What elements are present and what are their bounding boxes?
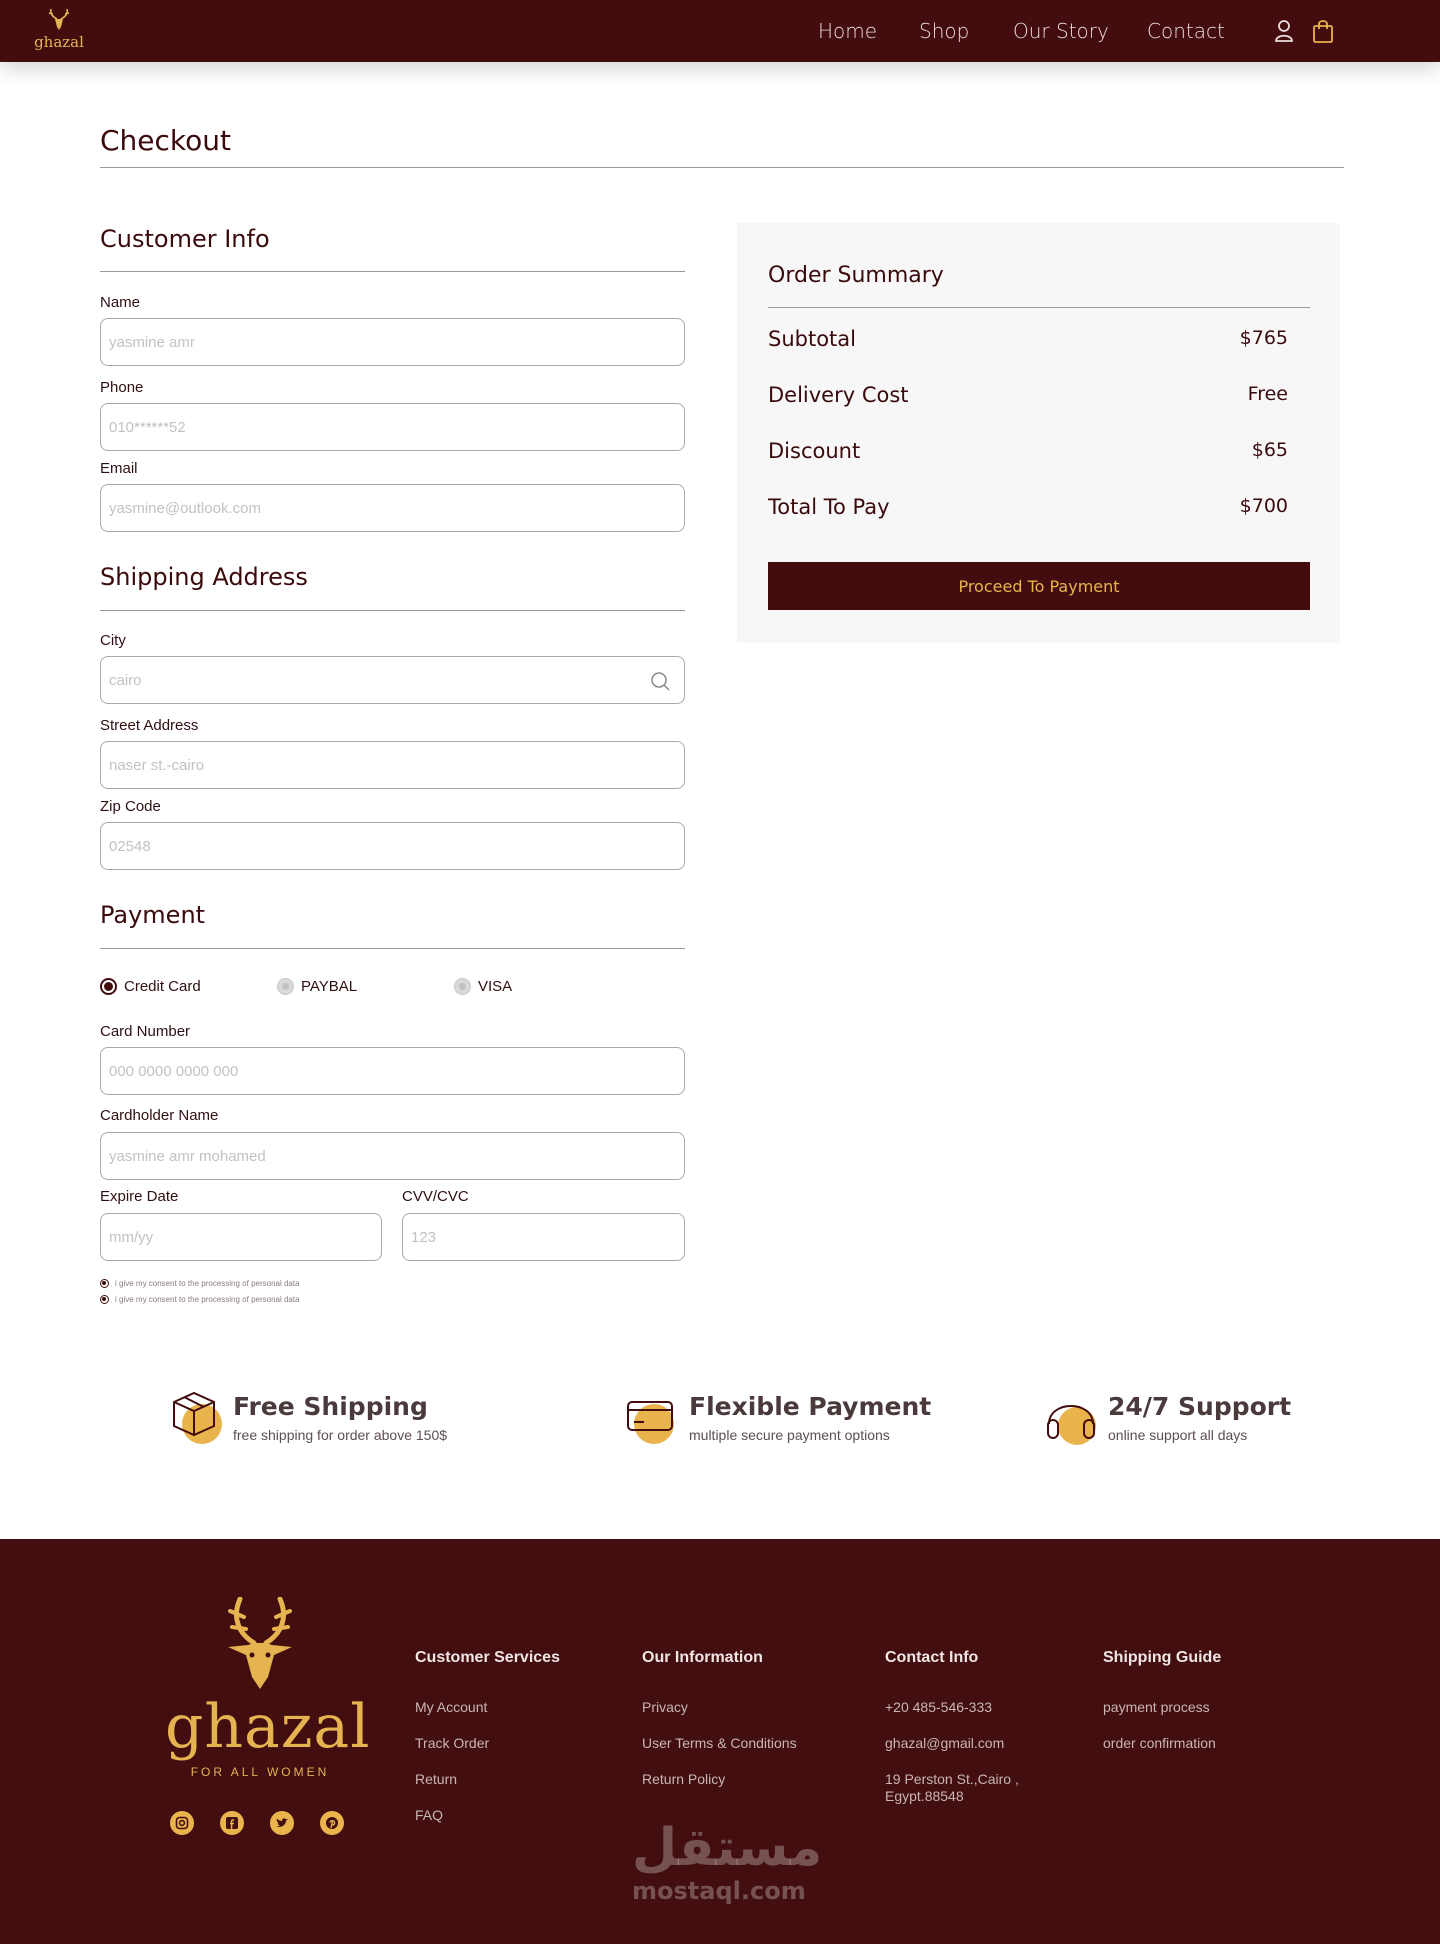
summary-row-total — [768, 495, 1288, 525]
radio-unselected-icon[interactable] — [277, 978, 294, 995]
contact-email[interactable]: ghazal@gmail.com — [885, 1735, 1005, 1751]
payment-option-paybal[interactable] — [277, 975, 357, 997]
footer-brand-name: ghazal — [165, 1692, 371, 1762]
cvv-field[interactable] — [402, 1213, 685, 1261]
consent-checkbox[interactable] — [100, 1277, 300, 1289]
footer-brand-tagline: FOR ALL WOMEN — [190, 1765, 330, 1779]
expire-input[interactable] — [101, 1214, 381, 1260]
gazelle-icon — [210, 1597, 310, 1697]
customer-info-title: Customer Info — [100, 225, 270, 253]
watermark-arabic: مستقل — [632, 1818, 823, 1878]
facebook-icon[interactable] — [220, 1811, 244, 1835]
consent-radio-icon[interactable] — [100, 1279, 109, 1288]
phone-label: Phone — [100, 379, 144, 396]
card-number-field[interactable] — [100, 1047, 685, 1095]
consent-text: i give my consent to the processing of personal data — [115, 1294, 300, 1304]
contact-address-line2: Egypt.88548 — [885, 1788, 964, 1804]
order-summary-title: Order Summary — [768, 263, 944, 288]
headphones-icon — [1045, 1388, 1101, 1448]
brand-name: ghazal — [34, 33, 84, 51]
summary-label: Discount — [768, 439, 861, 463]
payment-option-credit-card[interactable] — [100, 975, 201, 997]
radio-selected-icon[interactable] — [100, 978, 117, 995]
footer-link[interactable]: Return Policy — [642, 1771, 726, 1787]
nav-shop[interactable]: Shop — [919, 19, 970, 43]
payment-option-label: PAYBAL — [301, 977, 358, 995]
footer-col-contact-info-title: Contact Info — [885, 1649, 979, 1666]
footer-col-customer-services-title: Customer Services — [415, 1649, 560, 1666]
watermark-latin: mostaql.com — [632, 1877, 806, 1905]
city-label: City — [100, 632, 126, 649]
top-navbar — [0, 0, 1440, 62]
nav-our-story[interactable]: Our Story — [1013, 19, 1109, 43]
feature-title: 24/7 Support — [1108, 1392, 1292, 1421]
email-field[interactable] — [100, 484, 685, 532]
summary-value: Free — [1247, 383, 1288, 405]
name-field[interactable] — [100, 318, 685, 366]
summary-label: Subtotal — [768, 327, 856, 351]
feature-subtitle: multiple secure payment options — [689, 1427, 890, 1443]
footer-link[interactable]: Return — [415, 1771, 458, 1787]
section-divider — [100, 610, 685, 611]
cardholder-field[interactable] — [100, 1132, 685, 1180]
footer-link[interactable]: Track Order — [415, 1735, 490, 1751]
zip-label: Zip Code — [100, 798, 161, 815]
section-divider — [100, 948, 685, 949]
email-label: Email — [100, 460, 138, 477]
pinterest-icon[interactable] — [320, 1811, 344, 1835]
footer-link[interactable]: payment process — [1103, 1699, 1210, 1715]
payment-option-label: VISA — [478, 977, 513, 995]
footer-link[interactable]: User Terms & Conditions — [642, 1735, 797, 1751]
cardholder-label: Cardholder Name — [100, 1107, 219, 1124]
summary-row-discount — [768, 439, 1288, 469]
city-field[interactable] — [100, 656, 685, 704]
payment-option-label: Credit Card — [124, 977, 201, 995]
zip-field[interactable] — [100, 822, 685, 870]
summary-row-delivery — [768, 383, 1288, 413]
footer-link[interactable]: FAQ — [415, 1807, 444, 1823]
card-number-label: Card Number — [100, 1023, 191, 1040]
footer-col-shipping-guide-title: Shipping Guide — [1103, 1649, 1222, 1666]
instagram-icon[interactable] — [170, 1811, 194, 1835]
search-icon[interactable] — [650, 671, 670, 691]
cardholder-input[interactable] — [101, 1133, 684, 1179]
email-input[interactable] — [101, 485, 684, 531]
phone-field[interactable] — [100, 403, 685, 451]
nav-home[interactable]: Home — [818, 19, 878, 43]
summary-row-subtotal — [768, 327, 1288, 357]
shipping-address-title: Shipping Address — [100, 563, 308, 591]
city-input[interactable] — [101, 657, 684, 703]
feature-subtitle: free shipping for order above 150$ — [233, 1427, 448, 1443]
consent-checkbox[interactable] — [100, 1293, 300, 1305]
footer-link[interactable]: My Account — [415, 1699, 488, 1715]
shopping-bag-icon[interactable] — [1312, 19, 1334, 43]
feature-title: Free Shipping — [233, 1392, 428, 1421]
contact-address-line1: 19 Perston St.,Cairo , — [885, 1771, 1019, 1787]
summary-value: $700 — [1239, 495, 1288, 517]
feature-subtitle: online support all days — [1108, 1427, 1248, 1443]
footer-link[interactable]: order confirmation — [1103, 1735, 1216, 1751]
gazelle-icon — [46, 8, 72, 32]
name-label: Name — [100, 294, 141, 311]
payment-option-visa[interactable] — [454, 975, 512, 997]
street-label: Street Address — [100, 717, 199, 734]
footer-logo[interactable] — [165, 1597, 371, 1779]
cvv-label: CVV/CVC — [402, 1188, 469, 1205]
street-input[interactable] — [101, 742, 684, 788]
card-number-input[interactable] — [101, 1048, 684, 1094]
twitter-icon[interactable] — [270, 1811, 294, 1835]
consent-text: i give my consent to the processing of personal data — [115, 1278, 300, 1288]
summary-value: $65 — [1251, 439, 1288, 461]
summary-label: Total To Pay — [768, 495, 890, 519]
payment-title: Payment — [100, 901, 206, 929]
summary-value: $765 — [1239, 327, 1288, 349]
footer-link[interactable]: Privacy — [642, 1699, 688, 1715]
order-summary-panel — [737, 223, 1340, 643]
feature-title: Flexible Payment — [689, 1392, 932, 1421]
page-title: Checkout — [100, 124, 231, 157]
section-divider — [100, 271, 685, 272]
contact-phone[interactable]: +20 485-546-333 — [885, 1699, 993, 1715]
title-divider — [100, 167, 1344, 168]
nav-contact[interactable]: Contact — [1147, 19, 1225, 43]
street-field[interactable] — [100, 741, 685, 789]
phone-input[interactable] — [101, 404, 684, 450]
user-icon[interactable] — [1273, 19, 1295, 43]
footer-col-our-information-title: Our Information — [642, 1649, 763, 1666]
summary-divider — [768, 307, 1310, 308]
credit-card-icon — [626, 1388, 682, 1448]
name-input[interactable] — [101, 319, 684, 365]
package-icon — [170, 1388, 226, 1448]
consent-radio-icon[interactable] — [100, 1295, 109, 1304]
expire-label: Expire Date — [100, 1188, 179, 1205]
proceed-to-payment-button[interactable]: Proceed To Payment — [768, 562, 1310, 610]
cvv-input[interactable] — [403, 1214, 684, 1260]
brand-logo[interactable] — [33, 8, 85, 54]
summary-label: Delivery Cost — [768, 383, 909, 407]
expire-field[interactable] — [100, 1213, 382, 1261]
zip-input[interactable] — [101, 823, 684, 869]
radio-unselected-icon[interactable] — [454, 978, 471, 995]
